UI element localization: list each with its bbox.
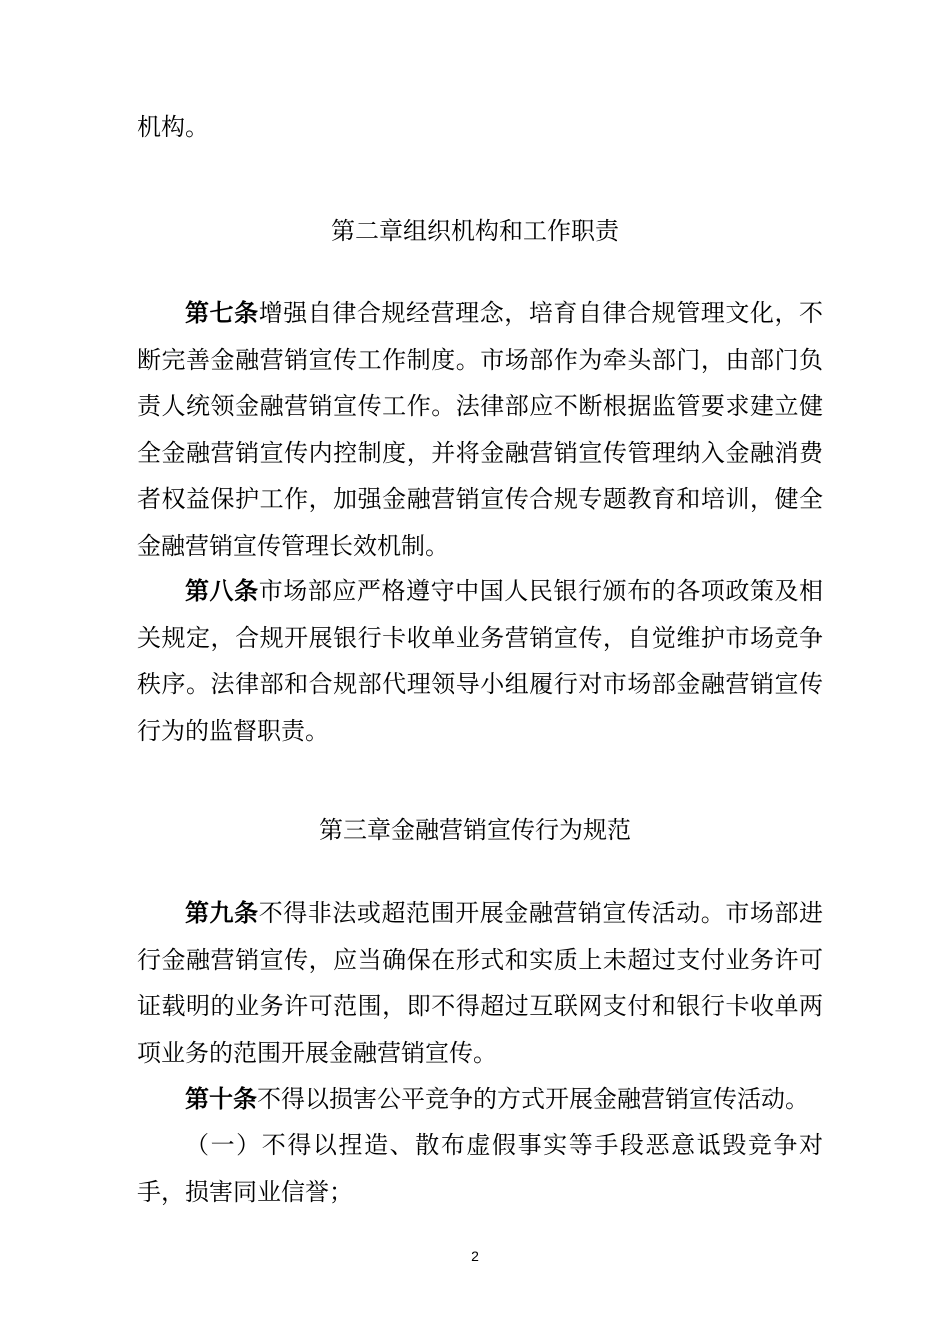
chapter-3-heading: 第三章金融营销宣传行为规范 — [319, 816, 631, 844]
article-7-label: 第七条 — [185, 299, 259, 327]
article-10-item-1: （一）不得以捏造、散布虚假事实等手段恶意诋毁竞争对手，损害同业信誉； — [137, 1131, 823, 1206]
article-7-text: 增强自律合规经营理念，培育自律合规管理文化，不断完善金融营销宣传工作制度。市场部作为牵头部门，由部门负责人统领金融营销宣传工作。法律部应不断根据监管要求建立健全金融营销宣传内控制度，并将金融营销宣传管理纳入金融消费者权益保护工作，加强金融营销宣传合规专题教育和培训，健全金融营销宣传管理长效机制。 — [137, 299, 824, 560]
article-9 — [137, 890, 823, 1076]
article-8-label: 第八条 — [185, 577, 259, 605]
article-10 — [137, 1076, 823, 1123]
article-8-text: 市场部应严格遵守中国人民银行颁布的各项政策及相关规定，合规开展银行卡收单业务营销宣传，自觉维护市场竞争秩序。法律部和合规部代理领导小组履行对市场部金融营销宣传行为的监督职责。 — [137, 577, 824, 745]
article-7 — [137, 290, 823, 569]
article-9-text: 不得非法或超范围开展金融营销宣传活动。市场部进行金融营销宣传，应当确保在形式和实质上未超过支付业务许可证载明的业务许可范围，即不得超过互联网支付和银行卡收单两项业务的范围开展金融营销宣传。 — [137, 899, 824, 1067]
article-8 — [137, 568, 823, 754]
page-number: 2 — [471, 1248, 479, 1264]
article-9-label: 第九条 — [185, 899, 259, 927]
chapter-2-heading: 第二章组织机构和工作职责 — [331, 217, 619, 245]
continuation-text: 机构。 — [137, 113, 209, 141]
article-10-text: 不得以损害公平竞争的方式开展金融营销宣传活动。 — [257, 1085, 809, 1113]
article-10-label: 第十条 — [185, 1085, 257, 1113]
